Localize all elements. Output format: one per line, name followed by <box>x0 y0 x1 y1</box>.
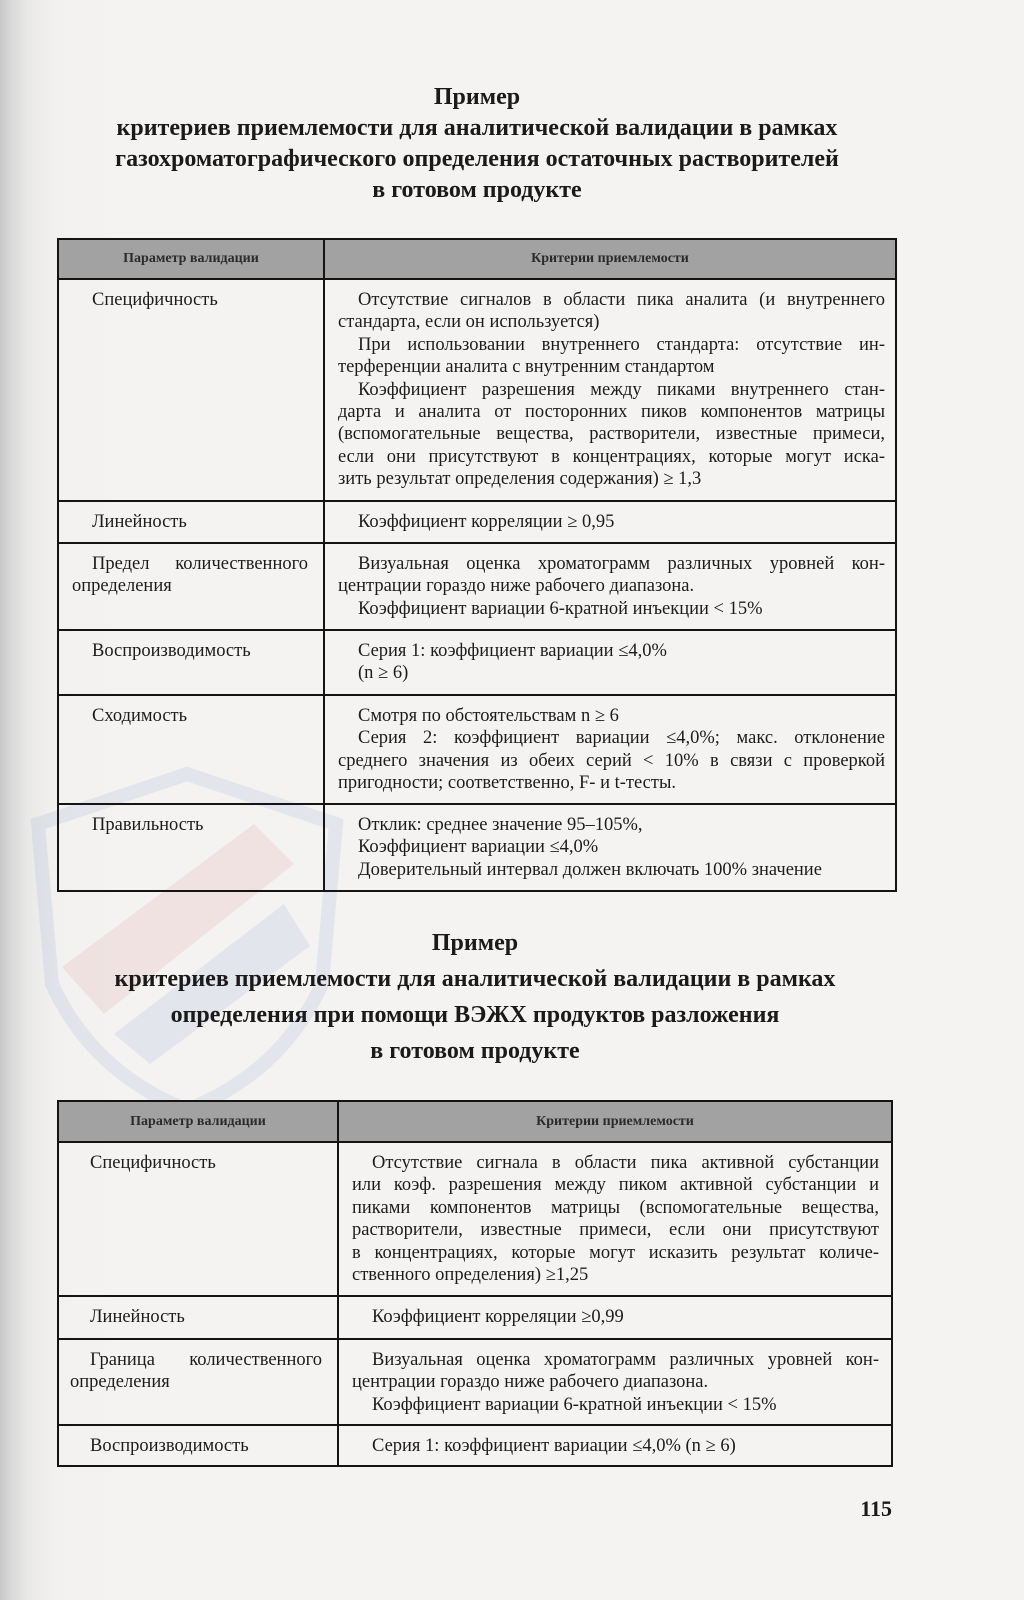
column-header-criteria: Критерии приемлемости <box>531 251 689 266</box>
criteria-line: центрации гораздо ниже рабочего диапазона. <box>338 576 695 597</box>
criteria-cell <box>339 1143 891 1295</box>
parameter-line: определения <box>70 1372 170 1393</box>
title-line: критериев приемлемости для аналитической валидации в рамках <box>116 115 838 141</box>
criteria-line: При использовании внутреннего стандарта: отсутствие ин- <box>358 334 885 355</box>
criteria-line: Серия 1: коэффициент вариации ≤4,0% <box>358 641 667 661</box>
parameter-cell <box>59 1340 339 1424</box>
criteria-cell <box>339 1297 891 1338</box>
parameter-line: Правильность <box>92 815 204 835</box>
column-header-criteria: Критерии приемлемости <box>536 1113 694 1129</box>
table-row <box>59 542 895 629</box>
criteria-line: центрации гораздо ниже рабочего диапазона. <box>352 1372 709 1393</box>
criteria-line: Отсутствие сигнала в области пика активной субстанции <box>372 1153 879 1173</box>
criteria-line: (n ≥ 6) <box>358 663 409 684</box>
title-line: критериев приемлемости для аналитической валидации в рамках <box>114 966 836 992</box>
criteria-line: пригодности; соответственно, F- и t-тесты. <box>338 773 677 794</box>
criteria-line: терференции аналита с внутренним стандартом <box>338 357 715 378</box>
criteria-line: Отсутствие сигналов в области пика аналита (и внутреннего <box>358 290 885 310</box>
parameter-cell <box>59 544 325 629</box>
criteria-line: Коэффициент вариации 6-кратной инъекции < 15% <box>372 1394 777 1415</box>
table-row <box>59 1424 891 1465</box>
parameter-cell <box>59 805 325 890</box>
parameter-line: Специфичность <box>92 290 218 310</box>
criteria-line: ственного определения) ≥1,25 <box>352 1265 589 1286</box>
table-row <box>59 694 895 803</box>
parameter-cell <box>59 696 325 803</box>
criteria-line: Коэффициент корреляции ≥ 0,95 <box>358 512 615 532</box>
criteria-cell <box>339 1340 891 1424</box>
table-row <box>59 803 895 890</box>
parameter-cell <box>59 1426 339 1465</box>
criteria-cell <box>325 502 895 542</box>
table-row <box>59 1295 891 1338</box>
table-row <box>59 1141 891 1295</box>
parameter-line: Предел количественного <box>92 554 308 574</box>
parameter-line: Граница количественного <box>90 1350 322 1370</box>
page-number: 115 <box>860 1496 892 1521</box>
parameter-line: определения <box>72 576 172 597</box>
parameter-line: Специфичность <box>90 1153 216 1173</box>
criteria-line: в концентрациях, которые могут исказить результат количе- <box>352 1242 879 1263</box>
criteria-line: (вспомогательные вещества, растворители, известные примеси, <box>338 424 885 445</box>
parameter-cell <box>59 502 325 542</box>
title-line: газохроматографического определения остаточных растворителей <box>115 146 839 172</box>
parameter-cell <box>59 1143 339 1295</box>
table-row <box>59 500 895 542</box>
title-line: Пример <box>431 930 519 956</box>
criteria-line: пиками компонентов матрицы (вспомогательные вещества, <box>352 1197 879 1218</box>
criteria-line: Серия 1: коэффициент вариации ≤4,0% (n ≥ 6) <box>372 1436 736 1456</box>
parameter-line: Воспроизводимость <box>90 1436 249 1456</box>
criteria-cell <box>325 544 895 629</box>
table-row <box>59 629 895 694</box>
criteria-line: Коэффициент корреляции ≥0,99 <box>372 1307 624 1327</box>
section-2-title <box>57 925 893 1069</box>
criteria-line: стандарта, если он используется) <box>338 312 600 333</box>
criteria-line: Коэффициент разрешения между пиками внутреннего стан- <box>358 379 885 400</box>
title-line: в готовом продукте <box>372 177 582 203</box>
parameter-cell <box>59 280 325 500</box>
parameter-line: Сходимость <box>92 706 188 726</box>
criteria-line: растворители, известные примеси, если они присутствуют <box>352 1220 879 1241</box>
criteria-cell <box>339 1426 891 1465</box>
criteria-line: дарта и аналита от посторонних пиков компонентов матрицы <box>338 402 885 423</box>
section-1-title <box>57 82 897 206</box>
criteria-line: Коэффициент вариации 6-кратной инъекции < 15% <box>358 598 763 619</box>
table-row <box>59 1338 891 1424</box>
criteria-table-hplc <box>57 1100 893 1467</box>
criteria-line: Визуальная оценка хроматограмм различных уровней кон- <box>358 554 885 574</box>
table-header-row <box>59 1102 891 1141</box>
criteria-line: Смотря по обстоятельствам n ≥ 6 <box>358 706 619 726</box>
criteria-line: Серия 2: коэффициент вариации ≤4,0%; макс. отклонение <box>358 728 885 749</box>
criteria-line: среднего значения из обеих серий < 10% в связи с проверкой <box>338 750 885 771</box>
criteria-line: Коэффициент вариации ≤4,0% <box>358 837 599 858</box>
table-header-row <box>59 240 895 278</box>
column-header-parameter: Параметр валидации <box>59 1102 339 1141</box>
parameter-line: Линейность <box>92 512 187 532</box>
title-line: Пример <box>433 84 521 110</box>
criteria-line: Доверительный интервал должен включать 100% значение <box>358 859 822 880</box>
parameter-cell <box>59 1297 339 1338</box>
criteria-line: или коэф. разрешения между пиком активной субстанции и <box>352 1175 879 1196</box>
criteria-cell <box>325 280 895 500</box>
column-header-parameter: Параметр валидации <box>59 240 325 278</box>
criteria-line: зить результат определения содержания) ≥ 1,3 <box>338 469 702 490</box>
parameter-line: Воспроизводимость <box>92 641 251 661</box>
criteria-line: Визуальная оценка хроматограмм различных уровней кон- <box>372 1350 879 1370</box>
criteria-line: Отклик: среднее значение 95–105%, <box>358 815 643 835</box>
title-line: в готовом продукте <box>370 1038 580 1064</box>
criteria-line: если они присутствуют в концентрациях, которые могут иска- <box>338 446 885 467</box>
criteria-cell <box>325 696 895 803</box>
parameter-cell <box>59 631 325 694</box>
criteria-cell <box>325 631 895 694</box>
table-row <box>59 278 895 500</box>
title-line: определения при помощи ВЭЖХ продуктов разложения <box>170 1002 780 1028</box>
criteria-table-gc <box>57 238 897 892</box>
parameter-line: Линейность <box>90 1307 185 1327</box>
criteria-cell <box>325 805 895 890</box>
